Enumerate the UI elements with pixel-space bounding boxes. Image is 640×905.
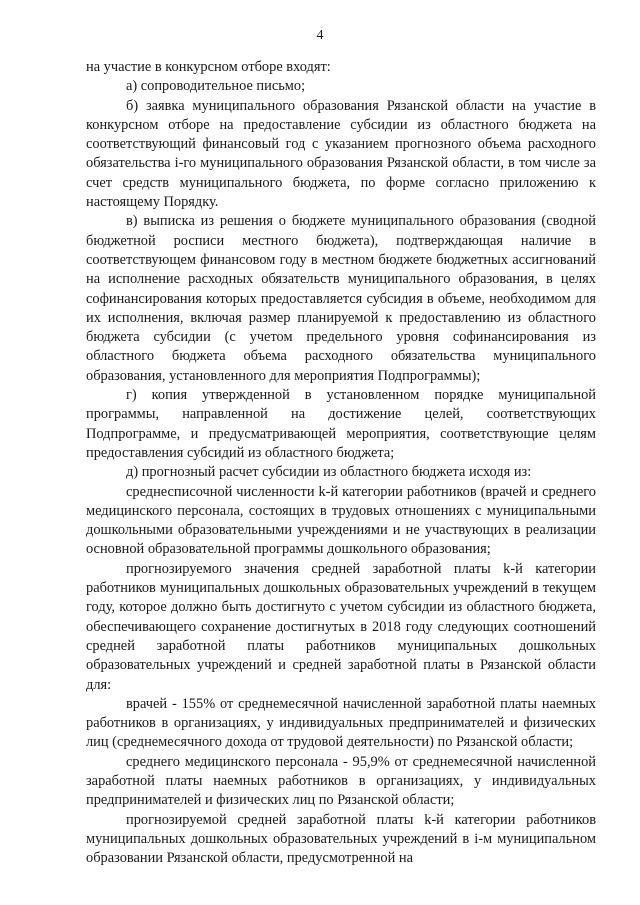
- paragraph-item-d: д) прогнозный расчет субсидии из областного бюджета исходя из:: [126, 464, 532, 481]
- paragraph-forecast-average: прогнозируемой средней заработной платы k-й категории работников муниципальных дошкольных образовательных учреждений в i-м муниципальном образовании Рязанской области, предусмотренной на: [86, 811, 596, 867]
- page-number: 4: [316, 28, 324, 43]
- paragraph-item-v: в) выписка из решения о бюджете муниципального образования (сводной бюджетной росписи местного бюджета), подтверждающая наличие в соответствующем финансовом году в местном бюджете бюджетных ассигнований на исполнение расходных обязательств муниципального образования, в целях софинансирования которых предоставляется субсидия в объеме, необходимом для их исполнения, включая размер планируемой к предоставлению из областного бюджета субсидии (с учетом предельного уровня софинансирования из областного бюджета объема расходного обязательства муниципального образования, установленного для мероприятия Подпрограммы);: [86, 213, 596, 384]
- paragraph-headcount: среднесписочной численности k-й категории работников (врачей и среднего медицинского персонала, состоящих в трудовых отношениях с муниципальными дошкольными образовательными учреждениями и не участвующих в реализации основной образовательной программы дошкольного образования;: [86, 483, 596, 558]
- document-body: [86, 58, 596, 868]
- paragraph-doctors: врачей - 155% от среднемесячной начисленной заработной платы наемных работников в организациях, у индивидуальных предпринимателей и физических лиц (среднемесячного дохода от трудовой деятельности) по Рязанской области;: [86, 695, 596, 751]
- paragraph-intro: на участие в конкурсном отборе входят:: [86, 59, 331, 75]
- paragraph-item-a: а) сопроводительное письмо;: [126, 78, 306, 95]
- paragraph-item-g: г) копия утвержденной в установленном порядке муниципальной программы, направленной на достижение целей, соответствующих Подпрограмме, и предусматривающей мероприятия, соответствующие целям предоставления субсидий из областного бюджета;: [86, 387, 596, 461]
- paragraph-medical-staff: среднего медицинского персонала - 95,9% от среднемесячной начисленной заработной платы наемных работников в организациях, у индивидуальных предпринимателей и физических лиц по Рязанской области;: [86, 753, 596, 809]
- paragraph-forecast-salary: прогнозируемого значения средней заработной платы k-й категории работников муниципальных дошкольных образовательных учреждений в текущем году, которое должно быть достигнуто с учетом субсидии из областного бюджета, обеспечивающего сохранение достигнутых в 2018 году следующих соотношений средней заработной платы работников муниципальных дошкольных образовательных учреждений и средней заработной платы в Рязанской области для:: [86, 560, 596, 693]
- paragraph-item-b: б) заявка муниципального образования Рязанской области на участие в конкурсном отборе на предоставление субсидии из областного бюджета на соответствующий финансовый год с указанием прогнозного объема расходного обязательства i-го муниципального образования Рязанской области, в том числе за счет средств муниципального бюджета, по форме согласно приложению к настоящему Порядку.: [86, 97, 596, 211]
